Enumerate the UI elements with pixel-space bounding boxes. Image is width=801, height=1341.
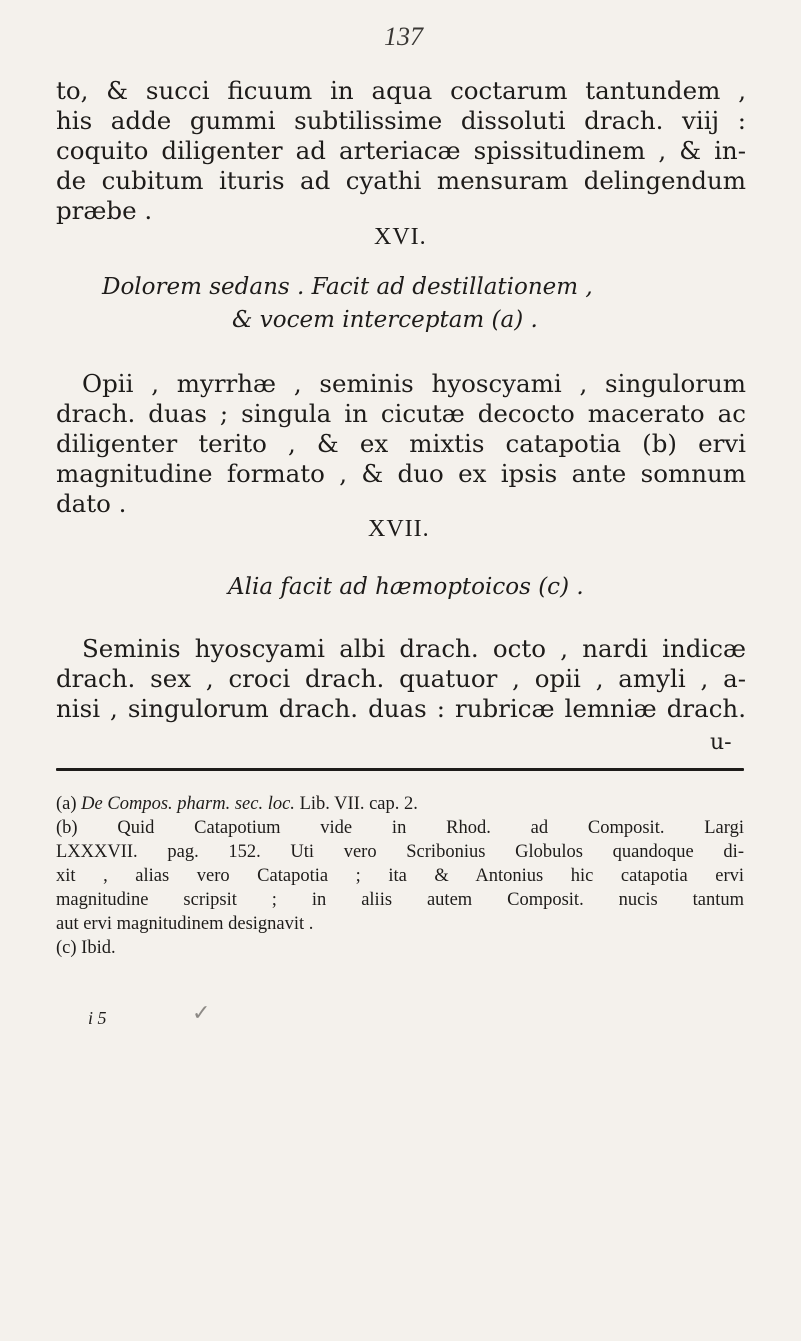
section-rubric-16-line2: & vocem interceptam (a) .	[232, 307, 538, 333]
continuation-paragraph	[56, 76, 746, 226]
catchword: u-	[710, 730, 732, 755]
section-rubric-17: Alia facit ad hæmoptoicos (c) .	[228, 574, 584, 600]
footnote-a	[56, 792, 746, 816]
text-line: his adde gummi subtilissime dissoluti drach. viij :	[56, 106, 746, 135]
text-line: diligenter terito , & ex mixtis catapotia (b) ervi	[56, 429, 746, 458]
footnote-b-line: magnitudine scripsit ; in aliis autem Composit. nucis tantum	[56, 890, 744, 910]
footnote-b-line: aut ervi magnitudinem designavit .	[56, 914, 314, 934]
signature-mark: i 5	[88, 1008, 107, 1028]
text-line: drach. duas ; singula in cicutæ decocto macerato ac	[56, 399, 746, 428]
footnote-mark: (b)	[56, 818, 78, 838]
text-line: nisi , singulorum drach. duas : rubricæ lemniæ drach.	[56, 694, 746, 723]
text-line: Opii , myrrhæ , seminis hyoscyami , singulorum	[82, 369, 746, 398]
footnote-c	[56, 936, 746, 960]
footnote-ref: Lib. VII. cap. 2.	[299, 794, 418, 814]
page-mark: 137	[384, 22, 423, 51]
footnote-b-line1	[56, 816, 744, 840]
text-line: præbe .	[56, 196, 153, 225]
footnote-mark: (c)	[56, 938, 77, 958]
footnote-b-line: LXXXVII. pag. 152. Uti vero Scribonius Globulos quandoque di-	[56, 842, 744, 862]
section-number-16: XVI.	[374, 224, 427, 250]
text-line: de cubitum ituris ad cyathi mensuram delingendum	[56, 166, 746, 195]
footnote-rule	[56, 768, 744, 771]
section-rubric-16-line1: Dolorem sedans . Facit ad destillationem ,	[102, 274, 593, 300]
recipe-paragraph-17	[56, 634, 746, 724]
footnote-text: Quid Catapotium vide in Rhod. ad Composit. Largi	[117, 818, 744, 838]
footnote-work: De Compos. pharm. sec. loc.	[81, 794, 295, 814]
text-line: dato .	[56, 489, 127, 518]
text-line: to, & succi ficuum in aqua coctarum tantundem ,	[56, 76, 746, 105]
footnote-mark: (a)	[56, 794, 77, 814]
pencil-check-icon: ✓	[192, 1000, 211, 1025]
text-line: drach. sex , croci drach. quatuor , opii , amyli , a-	[56, 664, 746, 693]
text-line: magnitudine formato , & duo ex ipsis ante somnum	[56, 459, 746, 488]
footnote-b-line: xit , alias vero Catapotia ; ita & Antonius hic catapotia ervi	[56, 866, 744, 886]
footnotes	[56, 792, 746, 960]
section-number-17: XVII.	[368, 516, 430, 542]
footnote-text: Ibid.	[81, 938, 116, 958]
recipe-paragraph-16	[56, 369, 746, 519]
text-line: Seminis hyoscyami albi drach. octo , nardi indicæ	[82, 634, 746, 663]
text-line: coquito diligenter ad arteriacæ spissitudinem , & in-	[56, 136, 746, 165]
